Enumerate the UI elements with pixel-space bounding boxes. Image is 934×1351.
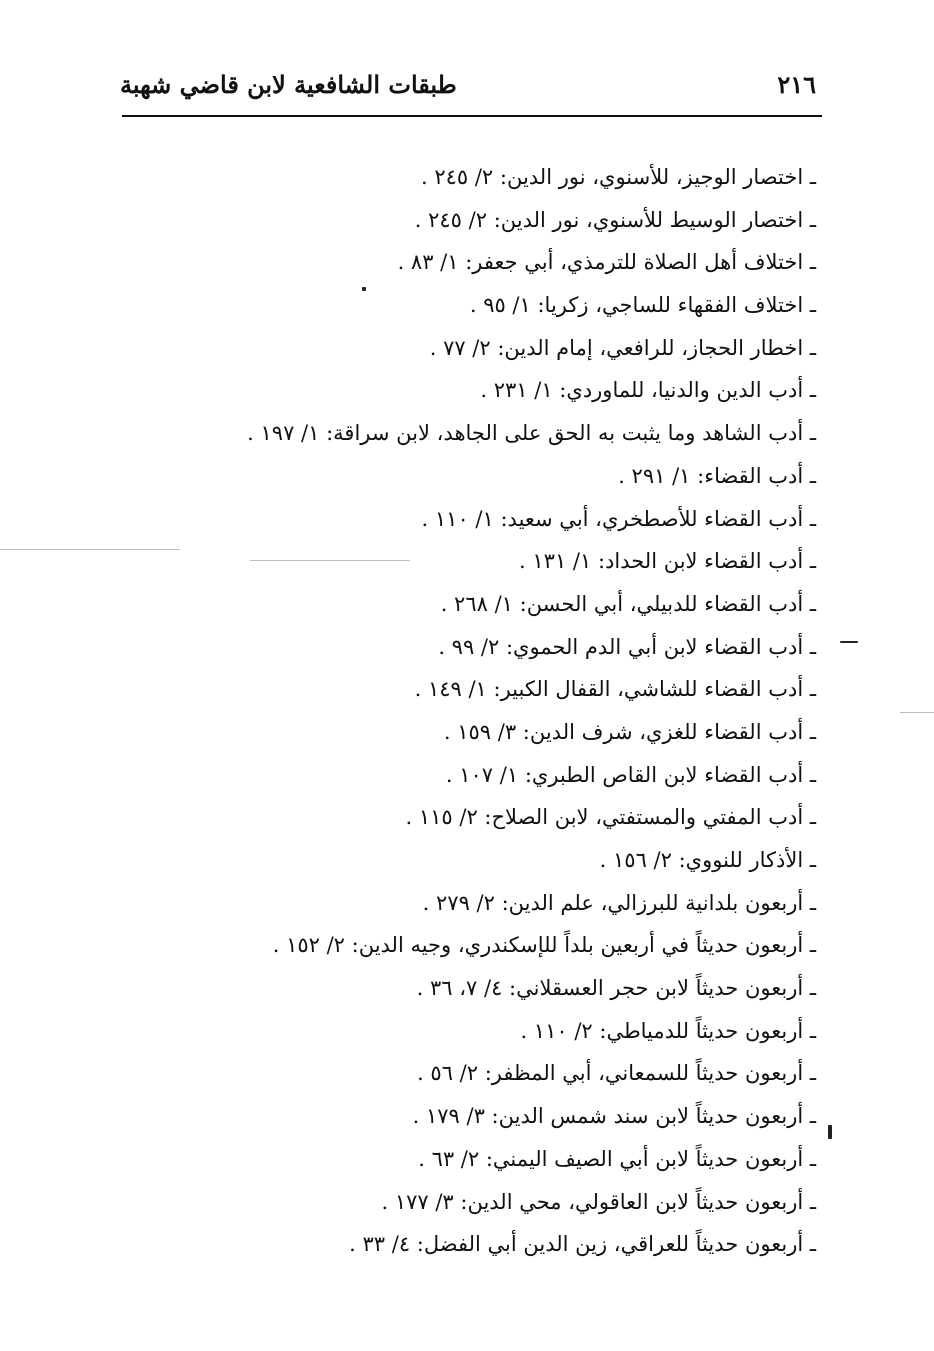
index-entry: ـ أربعون حديثاً للعراقي، زين الدين أبي الفضل: ٤/ ٣٣ . <box>349 1232 816 1257</box>
index-entry: ـ أربعون حديثاً للدمياطي: ٢/ ١١٠ . <box>520 1018 816 1043</box>
index-entry: ـ أدب القضاء للأصطخري، أبي سعيد: ١/ ١١٠ . <box>421 506 816 531</box>
index-entry: ـ أدب القضاء لابن أبي الدم الحموي: ٢/ ٩٩ . <box>438 634 816 659</box>
header-rule <box>122 115 822 117</box>
index-entry: ـ أدب القضاء: ١/ ٢٩١ . <box>618 463 816 488</box>
index-entry: ـ أدب القضاء لابن الحداد: ١/ ١٣١ . <box>519 549 816 574</box>
index-entry: ـ أربعون حديثاً لابن العاقولي، محي الدين: ٣/ ١٧٧ . <box>381 1189 816 1214</box>
index-entry: ـ أدب القضاء للغزي، شرف الدين: ٣/ ١٥٩ . <box>443 719 816 744</box>
scan-speck <box>840 641 858 643</box>
index-entry: ـ أدب القضاء للدبيلي، أبي الحسن: ١/ ٢٦٨ . <box>440 591 816 616</box>
index-entry: ـ أربعون بلدانية للبرزالي، علم الدين: ٢/ ٢٧٩ . <box>422 890 816 915</box>
scan-line <box>250 560 410 561</box>
scan-line <box>0 549 180 550</box>
index-entry: ـ أربعون حديثاً لابن أبي الصيف اليمني: ٢/ ٦٣ . <box>418 1146 816 1171</box>
running-title: طبقات الشافعية لابن قاضي شهبة <box>120 70 457 99</box>
index-entry: ـ أدب القضاء لابن القاص الطبري: ١/ ١٠٧ . <box>445 762 816 787</box>
index-entry: ـ اختصار الوسيط للأسنوي، نور الدين: ٢/ ٢٤٥ . <box>414 207 816 232</box>
index-entries <box>196 156 816 1266</box>
index-entry: ـ أربعون حديثاً لابن حجر العسقلاني: ٤/ ٧، ٣٦ . <box>416 976 816 1001</box>
index-entry: ـ أدب الشاهد وما يثبت به الحق على الجاهد، لابن سراقة: ١/ ١٩٧ . <box>247 421 816 446</box>
scan-speck <box>362 287 366 291</box>
page-header <box>120 64 820 108</box>
index-entry: ـ أدب القضاء للشاشي، القفال الكبير: ١/ ١٤٩ . <box>414 677 816 702</box>
index-entry: ـ الأذكار للنووي: ٢/ ١٥٦ . <box>599 848 816 872</box>
index-entry: ـ أدب المفتي والمستفتي، لابن الصلاح: ٢/ ١١٥ . <box>405 805 816 830</box>
index-entry: ـ أربعون حديثاً في أربعين بلداً للإسكندري، وجيه الدين: ٢/ ١٥٢ . <box>272 933 816 958</box>
index-entry: ـ أربعون حديثاً للسمعاني، أبي المظفر: ٢/ ٥٦ . <box>417 1061 816 1086</box>
page-number: ٢١٦ <box>777 70 816 99</box>
index-entry: ـ أدب الدين والدنيا، للماوردي: ١/ ٢٣١ . <box>480 378 816 403</box>
scan-speck <box>828 1125 832 1139</box>
scan-line <box>900 712 934 713</box>
index-entry: ـ اختلاف الفقهاء للساجي، زكريا: ١/ ٩٥ . <box>469 293 816 318</box>
index-entry: ـ اخطار الحجاز، للرافعي، إمام الدين: ٢/ ٧٧ . <box>429 335 816 360</box>
index-entry: ـ اختلاف أهل الصلاة للترمذي، أبي جعفر: ١/ ٨٣ . <box>397 250 816 275</box>
index-entry: ـ اختصار الوجيز، للأسنوي، نور الدين: ٢/ ٢٤٥ . <box>420 165 816 189</box>
index-entry: ـ أربعون حديثاً لابن سند شمس الدين: ٣/ ١٧٩ . <box>412 1104 816 1129</box>
